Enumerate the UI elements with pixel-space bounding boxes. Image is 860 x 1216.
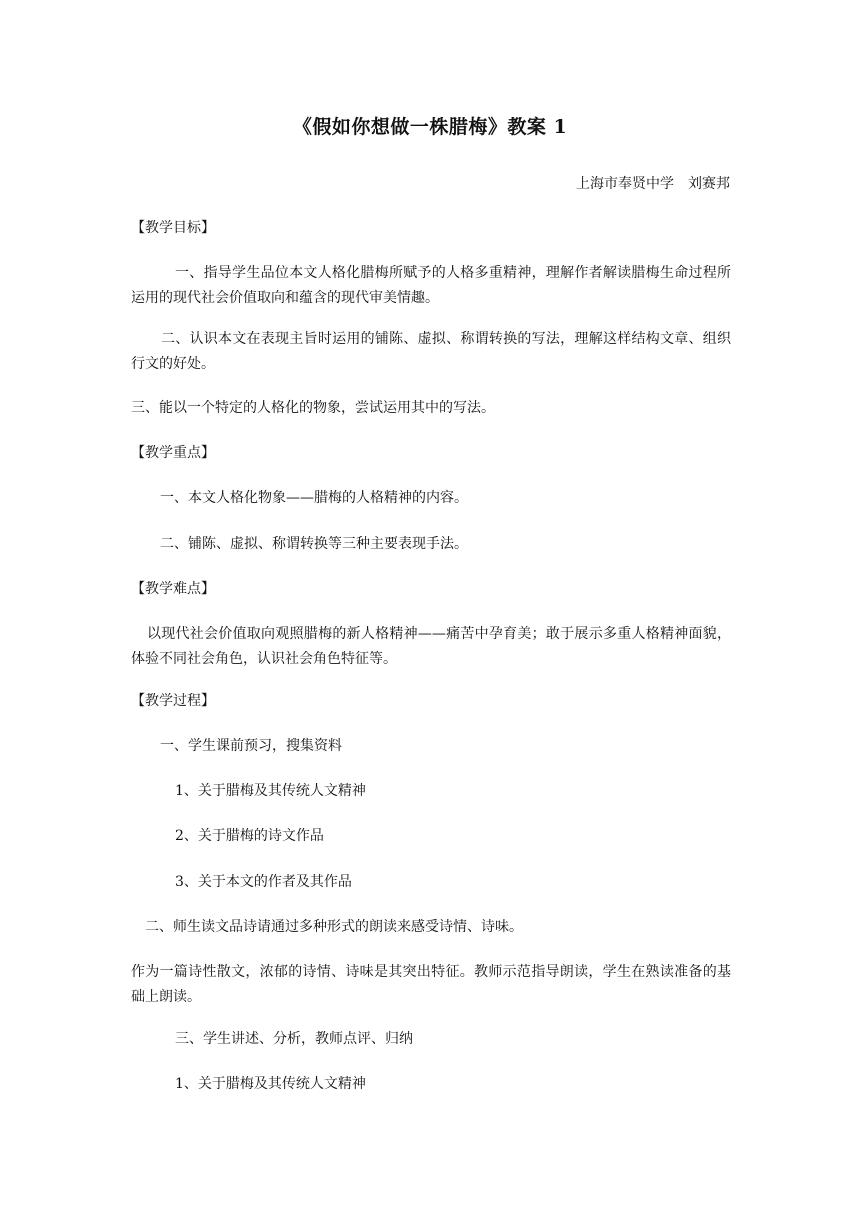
- key-point-2: 二、铺陈、虚拟、称谓转换等三种主要表现手法。: [160, 536, 468, 552]
- process-heading: 【教学过程】: [131, 693, 215, 709]
- process-1-1: 1、关于腊梅及其传统人文精神: [175, 783, 366, 799]
- process-1-3: 3、关于本文的作者及其作品: [175, 874, 352, 890]
- objectives-heading: 【教学目标】: [131, 220, 215, 236]
- process-1-2: 2、关于腊梅的诗文作品: [175, 828, 324, 844]
- objective-1: 一、指导学生品位本文人格化腊梅所赋予的人格多重精神，理解作者解读腊梅生命过程所运用的现代社会价值取向和蕴含的现代审美情趣。: [131, 265, 731, 306]
- key-point-1: 一、本文人格化物象——腊梅的人格精神的内容。: [160, 490, 468, 506]
- process-3: 三、学生讲述、分析，教师点评、归纳: [175, 1031, 413, 1047]
- author-line: 上海市奉贤中学 刘赛邦: [576, 176, 730, 192]
- process-2-text: 作为一篇诗性散文，浓郁的诗情、诗味是其突出特征。教师示范指导朗读，学生在熟读准备的基础上朗读。: [131, 964, 731, 1005]
- process-1: 一、学生课前预习，搜集资料: [160, 738, 342, 754]
- difficulty-heading: 【教学难点】: [131, 581, 215, 597]
- document-title: 《假如你想做一株腊梅》教案 1: [292, 116, 568, 138]
- objective-3: 三、能以一个特定的人格化的物象，尝试运用其中的写法。: [131, 400, 495, 416]
- difficulty-1: 以现代社会价值取向观照腊梅的新人格精神——痛苦中孕育美；敢于展示多重人格精神面貌，体验不同社会角色，认识社会角色特征等。: [131, 626, 731, 667]
- process-3-1: 1、关于腊梅及其传统人文精神: [175, 1076, 366, 1092]
- key-points-heading: 【教学重点】: [131, 445, 215, 461]
- process-2: 二、师生读文品诗请通过多种形式的朗读来感受诗情、诗味。: [145, 919, 523, 935]
- objective-2: 二、认识本文在表现主旨时运用的铺陈、虚拟、称谓转换的写法，理解这样结构文章、组织行文的好处。: [131, 331, 731, 372]
